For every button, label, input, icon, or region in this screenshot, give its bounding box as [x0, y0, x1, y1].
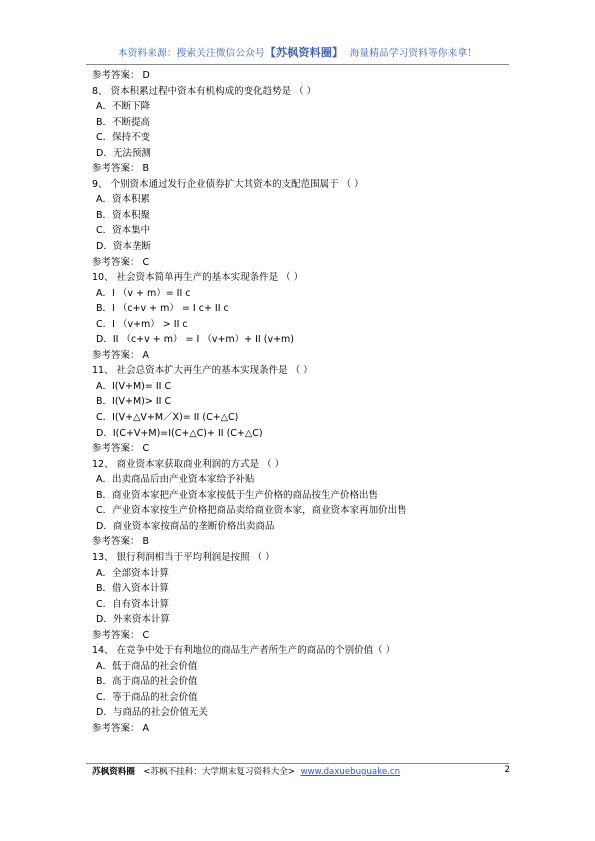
option-line: C．资本集中: [96, 225, 151, 237]
option-line: C．产业资本家按生产价格把商品卖给商业资本家，商业资本家再加价出售: [96, 505, 407, 517]
question-line: 13、 银行利润相当于平均利润是按照 （ ）: [92, 551, 275, 563]
option-line: A．资本积累: [96, 194, 150, 206]
answer-line: 参考答案： C: [92, 629, 150, 641]
option-line: D．I(C+V+M)=I(C+△C)+ II (C+△C): [96, 427, 263, 439]
answer-line: 参考答案： A: [92, 349, 150, 361]
option-line: B．I （c+v + m） = I c+ II c: [96, 303, 229, 315]
option-line: B．高于商品的社会价值: [96, 676, 198, 688]
option-line: D．商业资本家按商品的垄断价格出卖商品: [96, 520, 275, 532]
header-source-text: 本资料来源：搜索关注微信公众号: [117, 48, 265, 59]
page-number: 2: [504, 765, 510, 775]
page-header-banner: [0, 44, 595, 60]
option-line: D．与商品的社会价值无关: [96, 707, 208, 719]
option-line: A．出卖商品后由产业资本家给予补贴: [96, 474, 255, 486]
option-line: D．无法预测: [96, 147, 151, 159]
answer-line: 参考答案： C: [92, 256, 150, 268]
option-line: A．I （v + m）= II c: [96, 287, 191, 299]
option-line: B．资本积聚: [96, 209, 151, 221]
answer-line: 参考答案： B: [92, 536, 150, 548]
header-divider: [86, 64, 509, 65]
header-slogan: 海量精品学习资料等你来拿！: [349, 48, 478, 59]
question-line: 11、 社会总资本扩大再生产的基本实现条件是 （ ）: [92, 365, 313, 377]
page-footer: [92, 765, 510, 777]
question-line: 14、 在竞争中处于有利地位的商品生产者所生产的商品的个别价值（ ）: [92, 645, 396, 657]
footer-divider: [86, 763, 509, 764]
question-line: 12、 商业资本家获取商业利润的方式是 （ ）: [92, 458, 285, 470]
question-line: 10、 社会资本简单再生产的基本实现条件是 （ ）: [92, 272, 304, 284]
answer-line: 参考答案： A: [92, 722, 150, 734]
option-line: C．等于商品的社会价值: [96, 691, 198, 703]
footer-description: <苏枫不挂科：大学期末复习资料大全>: [143, 767, 296, 777]
option-line: B．I(V+M)> II C: [96, 396, 172, 408]
footer-link[interactable]: www.daxuebuguake.cn: [300, 767, 401, 777]
option-line: C．自有资本计算: [96, 598, 170, 610]
header-brand: 【苏枫资料圈】: [264, 46, 344, 59]
answer-line: 参考答案： B: [92, 163, 150, 175]
option-line: A．全部资本计算: [96, 567, 169, 579]
question-list: [92, 68, 512, 737]
option-line: A．不断下降: [96, 101, 150, 113]
option-line: D．II （c+v + m） = I （v+m）+ II (v+m): [96, 334, 295, 346]
option-line: B．借入资本计算: [96, 583, 170, 595]
option-line: A．I(V+M)= II C: [96, 380, 172, 392]
option-line: A．低于商品的社会价值: [96, 660, 198, 672]
answer-line: 参考答案： D: [92, 70, 150, 81]
option-line: C．I(V+△V+M／X)= II (C+△C): [96, 412, 239, 424]
option-line: C．保持不变: [96, 132, 151, 144]
option-line: B．商业资本家把产业资本家按低于生产价格的商品按生产价格出售: [96, 489, 379, 501]
option-line: C．I （v+m） > II c: [96, 318, 188, 330]
answer-line: 参考答案： C: [92, 443, 150, 455]
option-line: D．外来资本计算: [96, 614, 170, 626]
option-line: B．不断提高: [96, 116, 151, 128]
option-line: D．资本垄断: [96, 241, 151, 253]
question-line: 9、 个别资本通过发行企业债券扩大其资本的支配范围属于 （ ）: [92, 178, 364, 190]
footer-brand: 苏枫资料圈: [92, 767, 135, 777]
question-line: 8、 资本积累过程中资本有机构成的变化趋势是 （ ）: [92, 85, 317, 97]
